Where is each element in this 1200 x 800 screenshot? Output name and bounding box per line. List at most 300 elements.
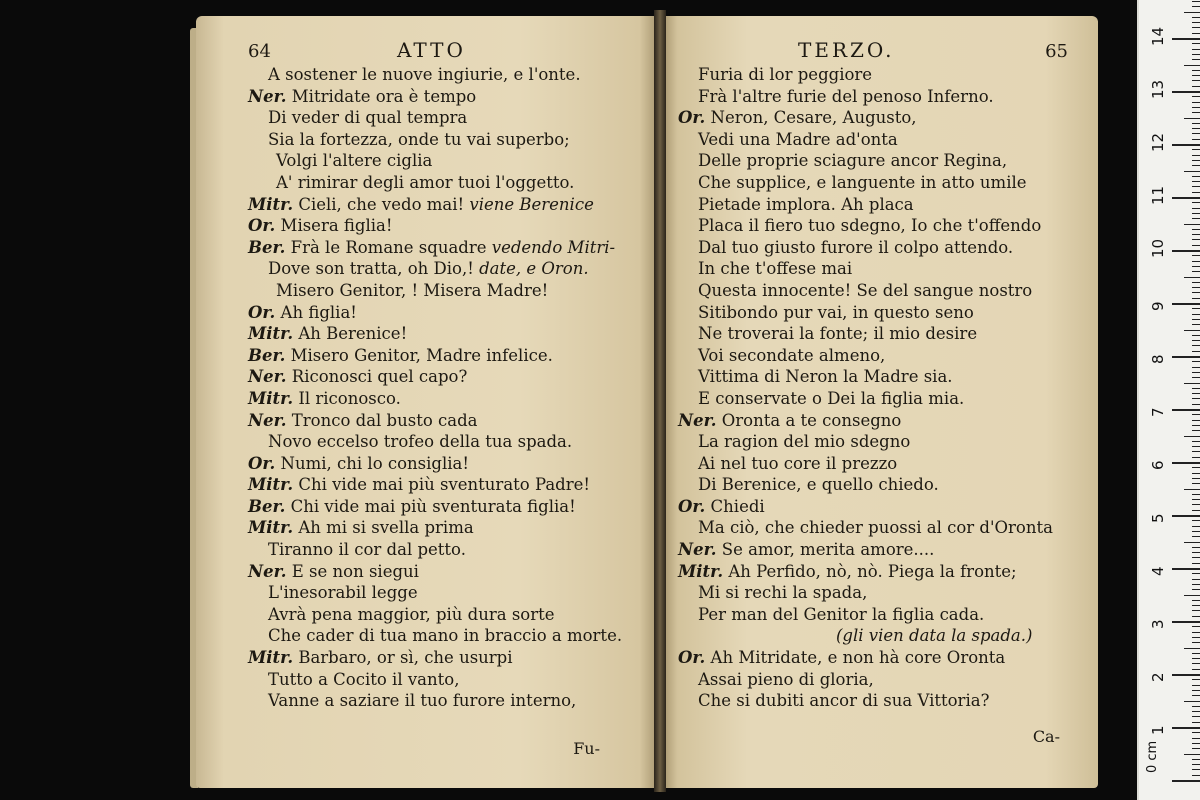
ruler-tick [1192,642,1200,643]
ruler-tick [1192,711,1200,712]
speaker-label: Mitr. [248,388,294,408]
ruler-tick [1192,319,1200,320]
verse-line [678,280,1068,302]
ruler-tick [1192,616,1200,617]
ruler-tick [1192,653,1200,654]
ruler-tick [1184,277,1200,278]
ruler-tick [1192,579,1200,580]
verse-line [678,690,1068,712]
ruler-tick [1184,171,1200,172]
speaker-label: Mitr. [248,475,294,495]
ruler-tick [1192,589,1200,590]
verse-line [678,345,1068,367]
verse-text: Pietade implora. Ah placa [698,194,914,214]
ruler-number: 13 [1149,79,1167,99]
speaker-label: Ber. [248,496,286,516]
speaker-label: Ber. [248,345,286,365]
verse-line [248,302,632,324]
ruler-tick [1192,176,1200,177]
speaker-label: Ner. [248,367,287,387]
verse-text: Di Berenice, e quello chiedo. [698,475,939,495]
verse-line [248,604,632,626]
ruler-tick [1184,754,1200,755]
verse-text: Tronco dal busto cada [291,410,478,430]
verse-line [678,539,1068,561]
ruler-tick [1192,420,1200,421]
verse-text: In che t'offese mai [698,259,853,279]
verse-text: Neron, Cesare, Augusto, [710,108,917,128]
ruler-tick [1172,91,1200,93]
ruler-tick [1192,33,1200,34]
verse-text: La ragion del mio sdegno [698,432,911,452]
ruler-tick [1192,414,1200,415]
ruler-tick [1192,266,1200,267]
ruler-tick [1192,6,1200,7]
ruler-tick [1192,775,1200,776]
ruler-tick [1192,441,1200,442]
verse-line [248,280,632,302]
ruler-tick [1184,595,1200,596]
verse-line [678,150,1068,172]
verse-text: Vanne a saziare il tuo furore interno, [268,691,577,711]
ruler-tick [1184,542,1200,543]
ruler-tick [1192,404,1200,405]
ruler-tick [1192,605,1200,606]
ruler-tick [1192,133,1200,134]
speaker-label: Or. [678,648,706,668]
speaker-label: Ner. [248,561,287,581]
ruler-tick [1192,690,1200,691]
ruler-tick [1192,49,1200,50]
verse-text: Barbaro, or sì, che usurpi [298,648,513,668]
verse-line [678,517,1068,539]
verse-line [248,258,632,280]
verse-line [678,431,1068,453]
verse-line [678,194,1068,216]
verse-line [678,453,1068,475]
ruler-tick [1184,436,1200,437]
verse-line [678,172,1068,194]
verse-line [678,107,1068,129]
ruler-number: 2 [1149,672,1167,682]
ruler-tick [1172,568,1200,570]
ruler-tick [1192,234,1200,235]
ruler-tick [1192,192,1200,193]
ruler-tick [1192,377,1200,378]
ruler-tick [1172,674,1200,676]
verse-line [248,366,632,388]
verse-line [678,215,1068,237]
ruler-tick [1192,748,1200,749]
verse-text: Ah Mitridate, e non hà core Oronta [710,648,1006,668]
ruler-tick [1184,648,1200,649]
ruler-tick [1192,552,1200,553]
ruler-tick [1184,224,1200,225]
ruler-tick [1192,298,1200,299]
ruler-number: 14 [1149,26,1167,46]
ruler-tick [1192,398,1200,399]
ruler-tick [1192,80,1200,81]
verse-text: Tiranno il cor dal petto. [268,540,466,560]
ruler-tick [1192,314,1200,315]
ruler-tick [1192,112,1200,113]
ruler-tick [1192,510,1200,511]
left-page [196,16,658,788]
verse-text: Di veder di qual tempra [268,108,468,128]
verse-text: Misera figlia! [280,216,393,236]
verse-line [678,410,1068,432]
ruler-tick [1192,663,1200,664]
ruler-tick [1192,473,1200,474]
verse-text: Oronta a te consegno [721,410,902,430]
verse-text: A sostener le nuove ingiurie, e l'onte. [268,65,581,84]
ruler-tick [1192,764,1200,765]
ruler-tick [1192,695,1200,696]
ruler-number: 12 [1149,132,1167,152]
verse-line [678,237,1068,259]
ruler-tick [1192,202,1200,203]
ruler-tick [1192,155,1200,156]
ruler-tick [1192,218,1200,219]
page-number: 65 [1045,41,1068,62]
ruler-tick [1172,462,1200,464]
verse-text: Ah Perfido, nò, nò. Piega la fronte; [728,561,1017,581]
ruler-tick [1192,1,1200,2]
verse-text: Ah Berenice! [298,324,408,344]
ruler-number: 5 [1149,513,1167,523]
verse-line [678,625,1068,647]
ruler-tick [1172,727,1200,729]
ruler-tick [1184,118,1200,119]
verse-text: E conservate o Dei la figlia mia. [698,388,965,408]
ruler-tick [1192,457,1200,458]
verse-text: E se non siegui [291,561,419,581]
verse-text: Ah figlia! [280,302,357,322]
catchword: Ca- [1032,727,1060,746]
ruler-tick [1192,626,1200,627]
verse-text: Ah mi si svella prima [298,518,474,538]
verse-text: Frà le Romane squadre [290,237,487,257]
ruler-tick [1192,107,1200,108]
open-book [196,10,1098,792]
verse-text: Numi, chi lo consiglia! [280,453,469,473]
speaker-label: Mitr. [248,518,294,538]
ruler-tick [1192,706,1200,707]
ruler-tick [1192,685,1200,686]
stage-direction: vedendo Mitri- [491,237,616,257]
verse-line [248,388,632,410]
verse-line [678,64,1068,86]
verse-line [248,625,632,647]
ruler-tick [1192,340,1200,341]
ruler-tick [1192,743,1200,744]
ruler-tick [1192,526,1200,527]
verse-text: Vittima di Neron la Madre sia. [698,367,953,387]
ruler-tick [1192,372,1200,373]
verse-line [678,302,1068,324]
ruler-tick [1192,393,1200,394]
ruler-tick [1192,165,1200,166]
ruler-tick [1184,12,1200,13]
ruler-tick [1192,425,1200,426]
verse-text: Volgi l'altere ciglia [276,151,433,171]
verse-text: Ma ciò, che chieder puossi al cor d'Oronta [698,518,1053,538]
verse-text: Chi vide mai più sventurata figlia! [290,496,576,516]
catchword: Fu- [573,739,600,758]
ruler-number: 10 [1149,238,1167,258]
ruler-tick [1192,547,1200,548]
left-page-header [248,38,632,64]
ruler-tick [1192,27,1200,28]
ruler-number: 9 [1149,301,1167,311]
ruler-tick [1192,722,1200,723]
ruler-tick [1192,563,1200,564]
measurement-ruler [1137,0,1200,800]
verse-line [248,690,632,712]
page-number: 64 [248,41,271,62]
ruler-number: 1 [1149,725,1167,735]
verse-line [248,647,632,669]
verse-line [248,453,632,475]
verse-line [248,150,632,172]
ruler-tick [1172,38,1200,40]
ruler-tick [1192,308,1200,309]
verse-line [678,561,1068,583]
ruler-tick [1192,632,1200,633]
ruler-tick [1172,515,1200,517]
ruler-tick [1192,149,1200,150]
verse-text: Placa il fiero tuo sdegno, Io che t'offendo [698,216,1042,236]
ruler-tick [1192,139,1200,140]
verse-text: Che supplice, e languente in atto umile [698,172,1027,192]
verse-line [678,388,1068,410]
verse-text: Chiedi [710,496,765,516]
verse-text: Questa innocente! Se del sangue nostro [698,280,1033,300]
verse-line [678,582,1068,604]
ruler-tick [1192,388,1200,389]
verse-line [248,474,632,496]
ruler-tick [1192,573,1200,574]
verse-text: Che cader di tua mano in braccio a morte. [268,626,623,646]
verse-text: Frà l'altre furie del penoso Inferno. [698,86,994,106]
verse-text: Che si dubiti ancor di sua Vittoria? [698,691,990,711]
ruler-tick [1192,610,1200,611]
right-text-block [678,64,1068,712]
ruler-tick [1192,499,1200,500]
ruler-tick [1192,70,1200,71]
verse-text: A' rimirar degli amor tuoi l'oggetto. [276,172,575,192]
verse-text: Furia di lor peggiore [698,65,873,84]
verse-line [248,129,632,151]
ruler-tick [1192,75,1200,76]
verse-text: L'inesorabil legge [268,583,418,603]
verse-text: Voi secondate almeno, [698,345,886,365]
verse-line [678,323,1068,345]
verse-text: Mitridate ora è tempo [291,86,477,106]
ruler-tick [1192,478,1200,479]
verse-text: Vedi una Madre ad'onta [698,129,898,149]
ruler-unit-label: 0 cm [1145,740,1160,773]
verse-text: Ne troverai la fonte; il mio desire [698,324,978,344]
ruler-tick [1192,759,1200,760]
verse-text: Novo eccelso trofeo della tua spada. [268,432,573,452]
ruler-tick [1192,345,1200,346]
ruler-tick [1172,621,1200,623]
ruler-tick [1184,701,1200,702]
ruler-tick [1192,732,1200,733]
verse-text: Il riconosco. [298,388,401,408]
running-head: TERZO. [798,38,895,62]
ruler-tick [1184,330,1200,331]
verse-text: Avrà pena maggior, più dura sorte [268,604,555,624]
ruler-tick [1192,467,1200,468]
ruler-tick [1192,271,1200,272]
speaker-label: Mitr. [248,194,294,214]
stage-direction: viene Berenice [469,194,594,214]
ruler-tick [1192,637,1200,638]
verse-text: Sia la fortezza, onde tu vai superbo; [268,129,570,149]
ruler-tick [1192,186,1200,187]
ruler-tick [1192,292,1200,293]
ruler-tick [1192,181,1200,182]
ruler-tick [1192,600,1200,601]
ruler-tick [1172,303,1200,305]
ruler-tick [1172,356,1200,358]
ruler-tick [1184,489,1200,490]
verse-text: Dove son tratta, oh Dio,! [268,259,474,279]
ruler-tick [1192,769,1200,770]
ruler-tick [1192,287,1200,288]
ruler-tick [1192,520,1200,521]
ruler-tick [1192,43,1200,44]
ruler-tick [1184,383,1200,384]
speaker-label: Ner. [678,410,717,430]
ruler-tick [1192,430,1200,431]
verse-line [248,539,632,561]
speaker-label: Or. [248,216,276,236]
verse-text: Cieli, che vedo mai! [298,194,465,214]
ruler-tick [1192,584,1200,585]
verse-text: Riconosci quel capo? [291,367,468,387]
verse-line [678,647,1068,669]
ruler-tick [1192,213,1200,214]
verse-text: Misero Genitor, Madre infelice. [290,345,553,365]
ruler-number: 11 [1149,185,1167,205]
speaker-label: Mitr. [248,324,294,344]
left-text-block [248,64,632,712]
speaker-label: Ber. [248,237,286,257]
verse-line [248,561,632,583]
verse-text: Sitibondo pur vai, in questo seno [698,302,974,322]
ruler-tick [1192,324,1200,325]
ruler-tick [1192,446,1200,447]
ruler-tick [1192,679,1200,680]
verse-line [248,582,632,604]
verse-text: Ai nel tuo core il prezzo [698,453,898,473]
verse-text: Assai pieno di gloria, [698,669,874,689]
right-page [660,16,1098,788]
ruler-tick [1192,504,1200,505]
ruler-tick [1192,716,1200,717]
ruler-tick [1192,54,1200,55]
ruler-tick [1192,351,1200,352]
ruler-tick [1192,483,1200,484]
ruler-tick [1192,102,1200,103]
verse-line [678,474,1068,496]
speaker-label: Ner. [678,540,717,560]
ruler-number: 6 [1149,460,1167,470]
ruler-tick [1192,367,1200,368]
speaker-label: Mitr. [678,561,724,581]
verse-line [248,237,632,259]
verse-text: Tutto a Cocito il vanto, [268,669,460,689]
verse-line [678,604,1068,626]
ruler-tick [1192,17,1200,18]
verse-line [248,86,632,108]
speaker-label: Or. [248,453,276,473]
speaker-label: Or. [678,496,706,516]
ruler-tick [1192,160,1200,161]
ruler-number: 4 [1149,566,1167,576]
verse-line [248,345,632,367]
ruler-tick [1192,669,1200,670]
ruler-number: 8 [1149,354,1167,364]
speaker-label: Mitr. [248,648,294,668]
stage-direction: (gli vien data la spada.) [836,626,1033,646]
verse-line [678,86,1068,108]
ruler-tick [1192,96,1200,97]
ruler-tick [1192,494,1200,495]
verse-line [678,366,1068,388]
ruler-tick [1192,335,1200,336]
speaker-label: Or. [248,302,276,322]
ruler-tick [1192,59,1200,60]
speaker-label: Or. [678,108,706,128]
ruler-tick [1172,250,1200,252]
verse-text: Chi vide mai più sventurato Padre! [298,475,591,495]
verse-line [248,194,632,216]
verse-text: Dal tuo giusto furore il colpo attendo. [698,237,1014,257]
ruler-tick [1192,557,1200,558]
ruler-tick [1192,86,1200,87]
ruler-tick [1192,239,1200,240]
ruler-tick [1192,245,1200,246]
ruler-tick [1192,451,1200,452]
ruler-tick [1192,261,1200,262]
verse-line [678,129,1068,151]
verse-text: Per man del Genitor la figlia cada. [698,604,985,624]
ruler-tick [1192,128,1200,129]
ruler-tick [1192,658,1200,659]
verse-line [248,107,632,129]
verse-line [678,496,1068,518]
verse-line [248,172,632,194]
right-page-header [678,38,1068,64]
stage-direction: date, e Oron. [479,259,589,279]
verse-line [248,517,632,539]
ruler-tick [1192,208,1200,209]
verse-line [678,669,1068,691]
ruler-tick [1184,65,1200,66]
ruler-tick [1192,738,1200,739]
ruler-number: 3 [1149,619,1167,629]
verse-line [248,64,632,86]
speaker-label: Ner. [248,410,287,430]
verse-line [248,215,632,237]
ruler-tick [1192,229,1200,230]
ruler-tick [1192,255,1200,256]
ruler-tick [1172,144,1200,146]
